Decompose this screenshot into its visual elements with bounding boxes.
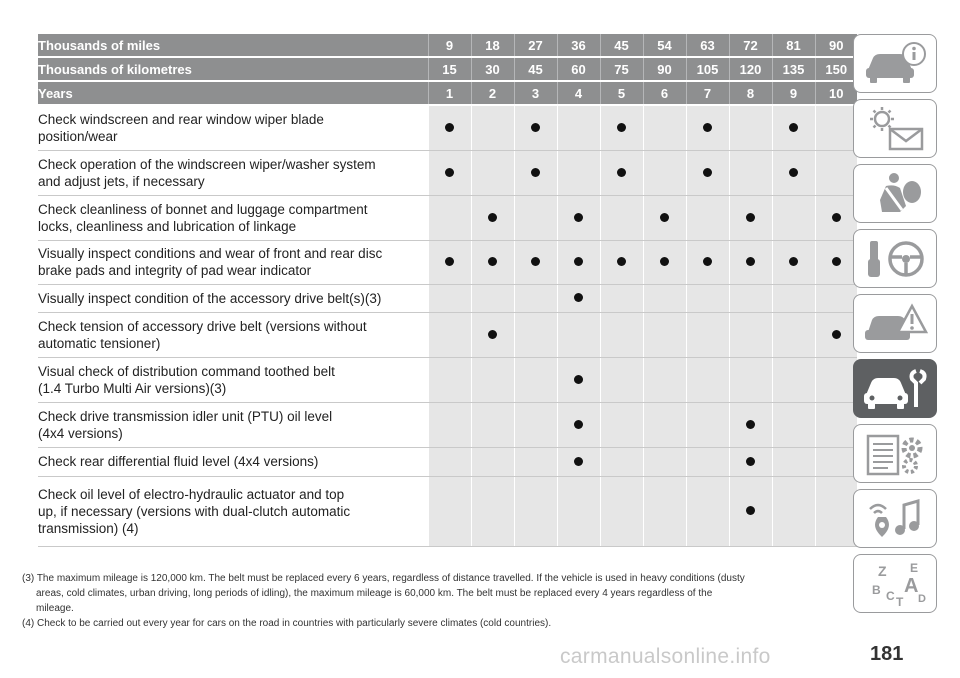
service-dot — [746, 420, 755, 429]
schedule-cell — [471, 240, 514, 284]
schedule-cell — [600, 284, 643, 312]
schedule-cell — [428, 195, 471, 240]
schedule-cell — [557, 402, 600, 447]
tab-key-steering-wheel[interactable] — [853, 229, 937, 288]
header-value: 4 — [557, 82, 600, 104]
schedule-cell — [557, 312, 600, 357]
header-label: Thousands of kilometres — [38, 58, 428, 80]
schedule-cell — [471, 106, 514, 150]
operation-description — [38, 240, 428, 284]
schedule-cell — [557, 195, 600, 240]
description-line: Visually inspect conditions and wear of front and rear disc — [38, 246, 383, 261]
schedule-cell — [815, 106, 857, 150]
header-value: 1 — [428, 82, 471, 104]
chapter-sidebar — [853, 34, 939, 619]
footnote-3-line-2: areas, cold climates, urban driving, long periods of idling), the maximum mileage is 60,000 km. The belt must be replaced every 4 years regardless of the — [36, 588, 713, 599]
schedule-cell — [729, 150, 772, 195]
schedule-cell — [729, 402, 772, 447]
schedule-cell — [557, 357, 600, 402]
schedule-cell — [686, 195, 729, 240]
table-row — [38, 106, 857, 150]
service-dot — [832, 213, 841, 222]
service-dot — [445, 168, 454, 177]
description-line: Check windscreen and rear window wiper blade — [38, 111, 324, 127]
header-row — [38, 34, 857, 56]
service-dot — [832, 330, 841, 339]
service-dot — [617, 168, 626, 177]
page-number: 181 — [870, 643, 904, 665]
header-value: 63 — [686, 34, 729, 56]
watermark: carmanualsonline.info — [560, 645, 771, 668]
header-value: 60 — [557, 58, 600, 80]
header-value: 120 — [729, 58, 772, 80]
schedule-cell — [471, 476, 514, 546]
schedule-cell — [514, 195, 557, 240]
description-line: (1.4 Turbo Multi Air versions)(3) — [38, 380, 227, 396]
schedule-cell — [772, 106, 815, 150]
schedule-cell — [514, 150, 557, 195]
schedule-cell — [428, 150, 471, 195]
schedule-cell — [600, 402, 643, 447]
service-dot — [660, 257, 669, 266]
schedule-cell — [428, 240, 471, 284]
header-value: 3 — [514, 82, 557, 104]
description-line: Check drive transmission idler unit (PTU) oil level — [38, 408, 333, 424]
tab-car-info[interactable] — [853, 34, 937, 93]
description-line: position/wear — [38, 128, 118, 144]
schedule-cell — [557, 150, 600, 195]
schedule-cell — [428, 357, 471, 402]
service-dot — [746, 457, 755, 466]
description-line: locks, cleanliness and lubrication of linkage — [38, 218, 297, 234]
index-letter: T — [896, 594, 904, 608]
schedule-cell — [729, 240, 772, 284]
operation-description — [38, 357, 428, 402]
schedule-cell — [772, 357, 815, 402]
schedule-cell — [729, 284, 772, 312]
schedule-cell — [729, 195, 772, 240]
schedule-cell — [815, 476, 857, 546]
header-value: 9 — [772, 82, 815, 104]
service-dot — [789, 257, 798, 266]
service-dot — [445, 123, 454, 132]
description-line: Check cleanliness of bonnet and luggage compartment — [38, 201, 368, 217]
service-dot — [574, 420, 583, 429]
service-dot — [660, 213, 669, 222]
operation-description — [38, 284, 428, 312]
schedule-cell — [600, 150, 643, 195]
header-value: 105 — [686, 58, 729, 80]
schedule-cell — [471, 402, 514, 447]
header-value: 75 — [600, 58, 643, 80]
operation-description — [38, 447, 428, 476]
index-letter: E — [910, 560, 919, 575]
service-dot — [531, 257, 540, 266]
schedule-cell — [600, 240, 643, 284]
emergency-car-icon — [860, 300, 930, 348]
description-line: brake pads and integrity of pad wear indicator — [38, 263, 312, 278]
header-value: 36 — [557, 34, 600, 56]
maintenance-schedule-table — [38, 34, 857, 547]
schedule-cell — [428, 106, 471, 150]
header-value: 81 — [772, 34, 815, 56]
schedule-cell — [643, 240, 686, 284]
technical-data-icon — [860, 430, 930, 478]
schedule-cell — [514, 284, 557, 312]
description-line: Check operation of the windscreen wiper/washer system — [38, 156, 376, 172]
header-value: 150 — [815, 58, 857, 80]
header-value: 5 — [600, 82, 643, 104]
schedule-cell — [729, 476, 772, 546]
service-dot — [746, 257, 755, 266]
service-dot — [531, 123, 540, 132]
key-steering-wheel-icon — [860, 235, 930, 283]
table-row — [38, 402, 857, 447]
schedule-cell — [514, 447, 557, 476]
header-value: 6 — [643, 82, 686, 104]
header-value: 135 — [772, 58, 815, 80]
tab-multimedia[interactable] — [853, 489, 937, 548]
dashboard-lights-icon — [860, 105, 930, 153]
description-line: transmission) (4) — [38, 520, 139, 536]
tab-seatbelt-airbag[interactable] — [853, 164, 937, 223]
tab-dashboard-lights[interactable] — [853, 99, 937, 158]
index-letters-icon — [860, 560, 930, 608]
header-value: 54 — [643, 34, 686, 56]
schedule-cell — [772, 447, 815, 476]
schedule-cell — [643, 195, 686, 240]
service-dot — [746, 213, 755, 222]
schedule-cell — [643, 150, 686, 195]
tab-technical-data[interactable] — [853, 424, 937, 483]
service-dot — [703, 168, 712, 177]
operation-description — [38, 476, 428, 546]
schedule-cell — [471, 284, 514, 312]
schedule-cell — [815, 284, 857, 312]
table-row — [38, 240, 857, 284]
schedule-cell — [643, 447, 686, 476]
schedule-cell — [686, 402, 729, 447]
footnote-3 — [22, 571, 842, 616]
index-letter: A — [904, 574, 919, 597]
schedule-cell — [557, 106, 600, 150]
schedule-cell — [815, 357, 857, 402]
multimedia-icon — [860, 495, 930, 543]
description-line: automatic tensioner) — [38, 335, 161, 351]
index-letter: D — [918, 592, 926, 605]
service-dot — [746, 506, 755, 515]
schedule-cell — [428, 402, 471, 447]
header-value: 8 — [729, 82, 772, 104]
schedule-cell — [600, 447, 643, 476]
description-line: Check oil level of electro-hydraulic actuator and top — [38, 486, 345, 502]
schedule-cell — [643, 312, 686, 357]
table-row — [38, 476, 857, 546]
schedule-cell — [772, 402, 815, 447]
schedule-cell — [428, 312, 471, 357]
schedule-cell — [643, 106, 686, 150]
header-value: 90 — [643, 58, 686, 80]
car-maintenance-icon — [860, 365, 930, 413]
schedule-cell — [772, 312, 815, 357]
footnote-3-line-1: (3) The maximum mileage is 120,000 km. The belt must be replaced every 6 years, regardless of distance travelled. If the vehicle is used in heavy conditions (dusty — [22, 573, 745, 584]
index-letter: B — [872, 582, 881, 597]
table-row — [38, 447, 857, 476]
header-label: Thousands of miles — [38, 34, 428, 56]
header-value: 10 — [815, 82, 857, 104]
operation-description — [38, 106, 428, 150]
schedule-cell — [514, 402, 557, 447]
service-dot — [703, 257, 712, 266]
schedule-cell — [686, 476, 729, 546]
seatbelt-airbag-icon — [860, 170, 930, 218]
schedule-cell — [600, 312, 643, 357]
schedule-cell — [428, 284, 471, 312]
schedule-cell — [600, 357, 643, 402]
schedule-cell — [471, 357, 514, 402]
schedule-cell — [686, 357, 729, 402]
service-dot — [574, 257, 583, 266]
schedule-cell — [729, 106, 772, 150]
header-value: 15 — [428, 58, 471, 80]
schedule-cell — [686, 447, 729, 476]
schedule-cell — [557, 240, 600, 284]
service-dot — [574, 375, 583, 384]
header-value: 45 — [600, 34, 643, 56]
schedule-cell — [643, 357, 686, 402]
schedule-cell — [815, 312, 857, 357]
header-value: 72 — [729, 34, 772, 56]
table-row — [38, 195, 857, 240]
header-value: 2 — [471, 82, 514, 104]
service-dot — [531, 168, 540, 177]
schedule-cell — [815, 150, 857, 195]
schedule-cell — [643, 284, 686, 312]
table-row — [38, 312, 857, 357]
description-line: Check rear differential fluid level (4x4 versions) — [38, 454, 319, 469]
schedule-cell — [772, 195, 815, 240]
schedule-cell — [471, 312, 514, 357]
service-dot — [617, 257, 626, 266]
schedule-cell — [772, 240, 815, 284]
schedule-cell — [772, 284, 815, 312]
schedule-cell — [514, 476, 557, 546]
header-row — [38, 58, 857, 80]
footnote-4: (4) Check to be carried out every year for cars on the road in countries with particularly severe climates (cold countries). — [22, 618, 552, 629]
schedule-cell — [557, 476, 600, 546]
tab-index[interactable] — [853, 554, 937, 613]
service-dot — [445, 257, 454, 266]
operation-description — [38, 195, 428, 240]
service-dot — [832, 257, 841, 266]
schedule-cell — [600, 476, 643, 546]
schedule-cell — [471, 195, 514, 240]
description-line: and adjust jets, if necessary — [38, 173, 205, 189]
header-value: 45 — [514, 58, 557, 80]
header-row — [38, 82, 857, 104]
schedule-cell — [471, 447, 514, 476]
service-dot — [574, 213, 583, 222]
service-dot — [789, 168, 798, 177]
header-value: 9 — [428, 34, 471, 56]
service-dot — [703, 123, 712, 132]
operation-description — [38, 312, 428, 357]
schedule-cell — [729, 357, 772, 402]
schedule-cell — [514, 357, 557, 402]
schedule-cell — [686, 240, 729, 284]
service-dot — [789, 123, 798, 132]
index-letter: Z — [878, 562, 887, 579]
description-line: Visual check of distribution command toothed belt — [38, 363, 335, 379]
operation-description — [38, 150, 428, 195]
table-row — [38, 357, 857, 402]
header-value: 90 — [815, 34, 857, 56]
header-label: Years — [38, 82, 428, 104]
footnotes — [22, 571, 842, 631]
schedule-cell — [514, 312, 557, 357]
schedule-cell — [643, 476, 686, 546]
service-dot — [488, 257, 497, 266]
schedule-cell — [772, 476, 815, 546]
schedule-cell — [600, 195, 643, 240]
schedule-cell — [815, 240, 857, 284]
schedule-cell — [686, 312, 729, 357]
schedule-cell — [471, 150, 514, 195]
schedule-cell — [428, 476, 471, 546]
car-info-icon — [860, 40, 930, 88]
schedule-cell — [686, 284, 729, 312]
schedule-cell — [815, 447, 857, 476]
service-dot — [574, 457, 583, 466]
table-row — [38, 150, 857, 195]
description-line: (4x4 versions) — [38, 425, 123, 441]
tab-maintenance-active[interactable] — [853, 359, 937, 418]
schedule-cell — [815, 402, 857, 447]
schedule-cell — [643, 402, 686, 447]
schedule-cell — [600, 106, 643, 150]
service-dot — [617, 123, 626, 132]
service-dot — [574, 293, 583, 302]
service-dot — [488, 213, 497, 222]
description-line: Visually inspect condition of the accessory drive belt(s)(3) — [38, 290, 382, 306]
schedule-cell — [772, 150, 815, 195]
schedule-cell — [514, 240, 557, 284]
header-value: 18 — [471, 34, 514, 56]
operation-description — [38, 402, 428, 447]
tab-emergency[interactable] — [853, 294, 937, 353]
index-letter: C — [886, 588, 895, 603]
schedule-cell — [729, 447, 772, 476]
description-line: Check tension of accessory drive belt (versions without — [38, 318, 367, 334]
schedule-cell — [557, 284, 600, 312]
schedule-cell — [557, 447, 600, 476]
description-line: up, if necessary (versions with dual-clutch automatic — [38, 503, 351, 519]
schedule-cell — [686, 106, 729, 150]
schedule-cell — [686, 150, 729, 195]
header-value: 27 — [514, 34, 557, 56]
service-dot — [488, 330, 497, 339]
header-value: 30 — [471, 58, 514, 80]
schedule-cell — [729, 312, 772, 357]
table-row — [38, 284, 857, 312]
footnote-3-line-3: mileage. — [36, 603, 74, 614]
schedule-cell — [428, 447, 471, 476]
schedule-cell — [815, 195, 857, 240]
schedule-cell — [514, 106, 557, 150]
header-value: 7 — [686, 82, 729, 104]
